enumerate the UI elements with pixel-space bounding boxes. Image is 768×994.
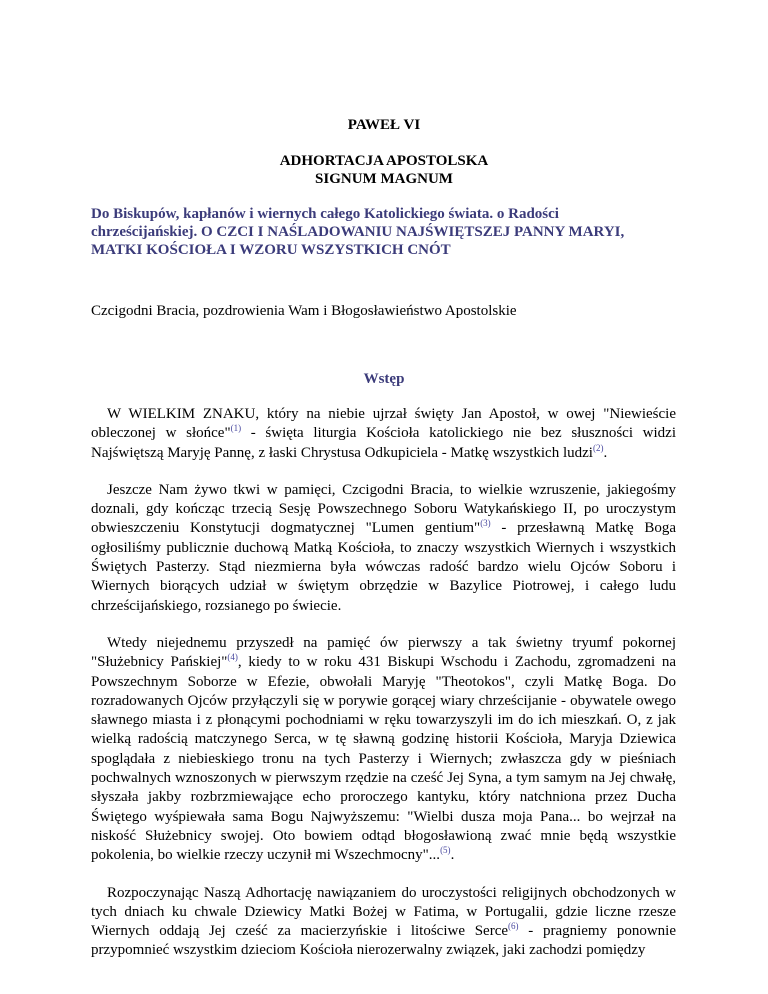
paragraph-1 — [91, 405, 676, 463]
footnote-ref[interactable]: (1) — [230, 423, 242, 434]
paragraph-2 — [91, 481, 676, 616]
section-heading: Wstęp — [363, 371, 405, 387]
paragraph-3 — [91, 634, 676, 866]
author-heading: PAWEŁ VI — [347, 117, 421, 133]
footnote-ref[interactable]: (2) — [592, 442, 604, 453]
greeting-line: Czcigodni Bracia, pozdrowienia Wam i Błogosławieństwo Apostolskie — [91, 303, 517, 319]
paragraph-text: Jeszcze Nam żywo tkwi w pamięci, Czcigodni Bracia, to wielkie wzruszenie, jakiegośmy doznali, gdy kończąc trzecią Sesję Powszechnego Soboru Watykańskiego II, po uroczystym obwieszczeniu Konstytucji dogmatycznej "Lumen gentium" — [91, 481, 676, 537]
paragraph-text: W WIELKIM ZNAKU, który na niebie ujrzał święty Jan Apostoł, w owej "Niewieście obleczonej w słońce" — [91, 406, 676, 442]
paragraph-text: . — [450, 847, 455, 864]
footnote-ref[interactable]: (5) — [440, 845, 451, 856]
paragraph-text: Wtedy niejednemu przyszedł na pamięć ów pierwszy a tak świetny tryumf pokornej "Służebnicy Pańskiej" — [91, 634, 676, 671]
footnote-ref[interactable]: (3) — [480, 518, 491, 529]
paragraph-text: - przesławną Matkę Boga ogłosiliśmy publicznie duchową Matką Kościoła, to znaczy wszystkich Wiernych i wszystkich Świętych Pasterzy. Stąd niezmierna była wówczas radość bardzo wielu Ojców Soboru i Wiernych biorących udział w świętym obrzędzie w Bazylice Piotrowej, i całego ludu chrześcijańskiego, rozsianego po świecie. — [91, 520, 676, 614]
footnote-ref[interactable]: (4) — [227, 652, 238, 663]
paragraph-text: . — [603, 444, 608, 461]
paragraph-text: - święta liturgia Kościoła katolickiego nie bez słuszności widzi Najświętszą Maryję Pannę, z łaski Chrystusa Odkupiciela - Matkę wszystkich ludzi — [91, 425, 676, 461]
body-text — [91, 405, 676, 979]
title-line-1: ADHORTACJA APOSTOLSKA — [279, 153, 489, 169]
paragraph-text: , kiedy to w roku 431 Biskupi Wschodu i Zachodu, zgromadzeni na Powszechnym Soborze w Efezie, obwołali Maryję "Theotokos", czyli Matkę Boga. Do rozradowanych Ojców przyłączyli się w porywie gorącej wiary chrześcijanie - obywatele owego sławnego miasta i z płonącymi pochodniami w ręku towarzyszyli im do ich mieszkań. O, z jak wielką radością matczynego Serca, w tę sławną godzinę historii Kościoła, Maryja Dziewica spoglądała z niebieskiego tronu na tych Pasterzy i Wiernych; zwłaszcza gdy w pieśniach pochwalnych wznoszonych w pierwszym rzędzie na cześć Jej Syna, a tym samym na Jej chwałę, słyszała jakby rozbrzmiewające echo proroczego kantyku, który natchniona przez Ducha Świętego wyśpiewała sama Bogu Najwyższemu: "Wielbi dusza moja Pana... bo wejrzał na niskość Służebnicy swojej. Oto bowiem odtąd błogosławioną zwać mnie będą wszystkie pokolenia, bo wielkie rzeczy uczynił mi Wszechmocny"... — [91, 654, 676, 864]
paragraph-text: - pragniemy ponownie przypomnieć wszystkim dzieciom Kościoła nierozerwalny związek, jaki zachodzi pomiędzy — [91, 923, 676, 959]
document-subtitle: Do Biskupów, kapłanów i wiernych całego Katolickiego świata. o Radości chrześcijańskiej. O CZCI I NAŚLADOWANIU NAJŚWIĘTSZEJ PANNY MARYI, MATKI KOŚCIOŁA I WZORU WSZYSTKICH CNÓT — [91, 206, 625, 258]
document-title — [0, 152, 768, 188]
paragraph-4 — [91, 884, 676, 961]
footnote-ref[interactable]: (6) — [508, 921, 519, 932]
title-line-2: SIGNUM MAGNUM — [315, 171, 453, 187]
paragraph-text: Rozpoczynając Naszą Adhortację nawiązaniem do uroczystości religijnych obchodzonych w tych dniach ku chwale Dziewicy Matki Bożej w Fatima, w Portugalii, gdzie liczne rzesze Wiernych oddają Jej cześć za macierzyńskie i litościwe Serce — [91, 884, 676, 940]
